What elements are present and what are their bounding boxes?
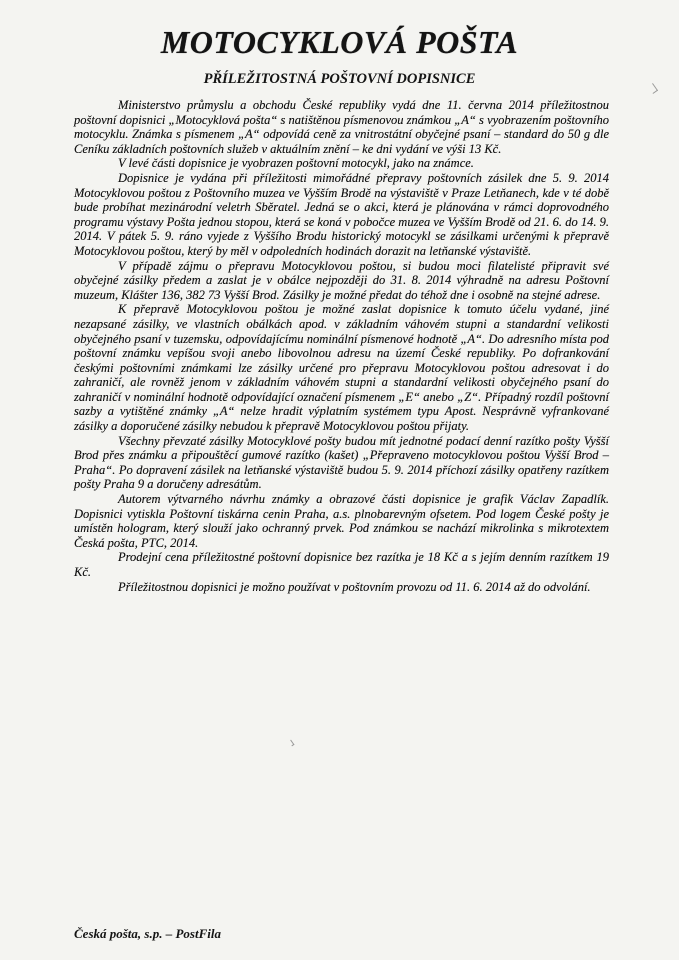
document-subtitle: PŘÍLEŽITOSTNÁ POŠTOVNÍ DOPISNICE (203, 71, 476, 87)
document-body (74, 98, 609, 594)
paragraph-motorcycle-image: V levé části dopisnice je vyobrazen poštovní motocykl, jako na známce. (118, 156, 474, 171)
document-title: MOTOCYKLOVÁ POŠTA (160, 24, 519, 60)
paragraph-issue-announcement: Ministerstvo průmyslu a obchodu České republiky vydá dne 11. června 2014 příležitostnou poštovní dopisnici „Motocyklová pošta“ s natištěnou písmenovou známkou „A“ s vyobrazením poštovního motocyklu. Známka s písmenem „A“ odpovídá ceně za vnitrostátní obyčejné psaní – standard do 50 g dle Ceníku základních poštovních služeb v aktuálním znění – ke dni vydání ve výši 13 Kč. (74, 98, 609, 156)
paragraph-conditions: K přepravě Motocyklovou poštou je možné zaslat dopisnice k tomuto účelu vydané, jiné nezapsané zásilky, ve vlastních obálkách apod. v základním váhovém stupni a standardní velikosti obyčejného psaní v tuzemsku, odpovídajícímu nominální písmenové hodnotě „A“. Do adresního místa pod poštovní známku vepíšou svoji anebo libovolnou adresu na území České republiky. Po dofrankování českými poštovními známkami lze zásilky určené pro přepravu Motocyklovou poštou adresovat i do zahraničí, ale rovněž jenom v základním váhovém stupni a standardní velikosti obyčejného psaní do zahraničí v nominální hodnotě odpovídající označení písmenem „E“ anebo „Z“. Případný rozdíl poštovní sazby a vytištěné známky „A“ nelze hradit výplatním systémem typu Apost. Nesprávně vyfrankované zásilky a doporučené zásilky nebudou k přepravě Motocyklovou poštou přijaty. (74, 302, 609, 434)
paragraph-postmarks: Všechny převzaté zásilky Motocyklové pošty budou mít jednotné podací denní razítko pošty Vyšší Brod přes známku a připouštěcí gumové razítko (kašet) „Přepraveno motocyklovou poštou Vyšší Brod – Praha“. Po dopravení zásilek na letňanské výstaviště budou 5. 9. 2014 příchozí zásilky opatřeny razítkem pošty Praha 9 a doručeny adresátům. (74, 433, 609, 492)
paragraph-submission: V případě zájmu o přepravu Motocyklovou poštou, si budou moci filatelisté připravit své obyčejné zásilky předem a zaslat je v obálce nejpozději do 31. 8. 2014 výhradně na adresu Poštovní muzeum, Klášter 136, 382 73 Vyšší Brod. Zásilky je možné předat do téhož dne i osobně na stejné adrese. (74, 258, 609, 302)
paragraph-price: Prodejní cena příležitostné poštovní dopisnice bez razítka je 18 Kč a s jejím denním razítkem 19 Kč. (74, 550, 609, 579)
document-footer: Česká pošta, s.p. – PostFila (74, 926, 221, 941)
scan-mark (289, 740, 295, 747)
paragraph-design-print: Autorem výtvarného návrhu známky a obrazové části dopisnice je grafik Václav Zapadlík. Dopisnici vytiskla Poštovní tiskárna cenin Praha, a.s. plnobarevným ofsetem. Pod logem České pošty je umístěn hologram, který slouží jako ochranný prvek. Pod známkou se nachází mikrolinka s mikrotextem Česká pošta, PTC, 2014. (74, 492, 609, 550)
paragraph-occasion: Dopisnice je vydána při příležitosti mimořádné přepravy poštovních zásilek dne 5. 9. 2014 Motocyklovou poštou z Poštovního muzea ve Vyšším Brodě na výstaviště v Praze Letňanech, kde v té době bude probíhat mezinárodní veletrh Sběratel. Jedná se o akci, která je plánována v rámci doprovodného programu výstavy Pošta jednou stopou, která se koná v pobočce muzea ve Vyšším Brodě od 21. 6. do 14. 9. 2014. V pátek 5. 9. ráno vyjede z Vyššího Brodu historický motocykl se zásilkami určenými k přepravě Motocyklovou poštou, který by měl v odpoledních hodinách dorazit na letňanské výstaviště. (74, 170, 609, 258)
paragraph-validity: Příležitostnou dopisnici je možno používat v poštovním provozu od 11. 6. 2014 až do odvolání. (118, 579, 591, 594)
